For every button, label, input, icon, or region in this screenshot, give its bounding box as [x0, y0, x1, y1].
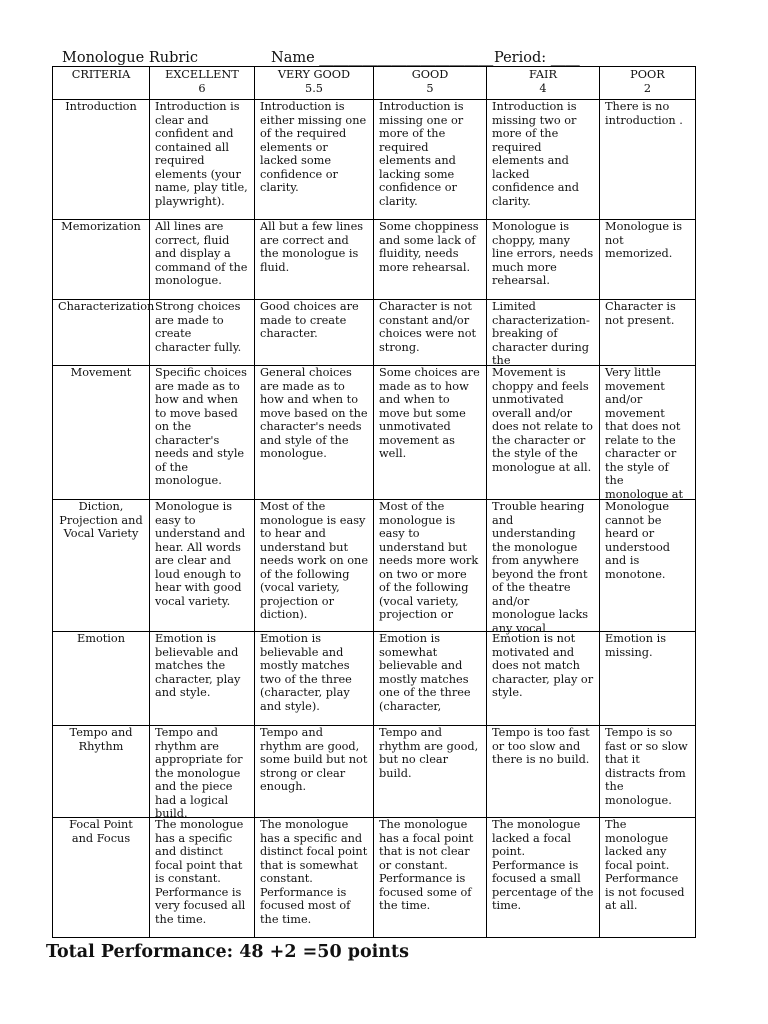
rubric-cell: Character is not present.	[600, 300, 696, 366]
period-field-label: Period: ____	[494, 50, 580, 66]
criteria-cell: Emotion	[53, 632, 150, 726]
rubric-row	[53, 100, 696, 220]
rubric-row	[53, 366, 696, 500]
total-performance: Total Performance: 48 +2 =50 points	[46, 942, 409, 962]
rubric-row	[53, 632, 696, 726]
rubric-row	[53, 500, 696, 632]
col-header-good: GOOD 5	[374, 67, 487, 100]
rubric-cell: Limited characterization-breaking of character during the	[487, 300, 600, 366]
criteria-cell: Diction, Projection and Vocal Variety	[53, 500, 150, 632]
rubric-cell: Very little movement and/or movement that does not relate to the character or the style of the monologue at	[600, 366, 696, 500]
rubric-title: Monologue Rubric	[62, 50, 199, 66]
rubric-body	[53, 100, 696, 938]
rubric-cell: All lines are correct, fluid and display a command of the monologue.	[150, 220, 255, 300]
rubric-cell: Monologue is easy to understand and hear. All words are clear and loud enough to hear with good vocal variety.	[150, 500, 255, 632]
name-field-label: Name ________________________	[271, 50, 494, 66]
rubric-cell: Tempo is so fast or so slow that it distracts from the monologue.	[600, 726, 696, 818]
criteria-cell: Introduction	[53, 100, 150, 220]
rubric-cell: Monologue is choppy, many line errors, needs much more rehearsal.	[487, 220, 600, 300]
rubric-cell: Monologue cannot be heard or understood and is monotone.	[600, 500, 696, 632]
rubric-cell: Strong choices are made to create character fully.	[150, 300, 255, 366]
rubric-cell: The monologue lacked any focal point. Performance is not focused at all.	[600, 818, 696, 938]
rubric-cell: Most of the monologue is easy to understand but needs more work on two or more of the following (vocal variety, projection or	[374, 500, 487, 632]
rubric-cell: Introduction is either missing one of the required elements or lacked some confidence or clarity.	[255, 100, 374, 220]
rubric-cell: The monologue has a focal point that is not clear or constant. Performance is focused some of the time.	[374, 818, 487, 938]
rubric-cell: Character is not constant and/or choices were not strong.	[374, 300, 487, 366]
rubric-cell: Some choices are made as to how and when to move but some unmotivated movement as well.	[374, 366, 487, 500]
criteria-cell: Tempo and Rhythm	[53, 726, 150, 818]
rubric-cell: Trouble hearing and understanding the monologue from anywhere beyond the front of the theatre and/or monologue lacks any vocal	[487, 500, 600, 632]
rubric-cell: Tempo and rhythm are good, but no clear build.	[374, 726, 487, 818]
rubric-table	[52, 66, 696, 938]
rubric-cell: General choices are made as to how and when to move based on the character's needs and style of the monologue.	[255, 366, 374, 500]
rubric-cell: Introduction is clear and confident and contained all required elements (your name, play title, playwright).	[150, 100, 255, 220]
criteria-cell: Movement	[53, 366, 150, 500]
rubric-cell: Specific choices are made as to how and when to move based on the character's needs and style of the monologue.	[150, 366, 255, 500]
col-header-poor: POOR 2	[600, 67, 696, 100]
rubric-row	[53, 300, 696, 366]
column-header-row	[53, 67, 696, 100]
rubric-cell: Emotion is believable and matches the character, play and style.	[150, 632, 255, 726]
rubric-cell: Movement is choppy and feels unmotivated overall and/or does not relate to the character or the style of the monologue at all.	[487, 366, 600, 500]
col-header-very-good: VERY GOOD 5.5	[255, 67, 374, 100]
criteria-cell: Characterization	[53, 300, 150, 366]
rubric-row	[53, 818, 696, 938]
col-header-criteria: CRITERIA	[53, 67, 150, 100]
rubric-cell: Tempo and rhythm are appropriate for the monologue and the piece had a logical build.	[150, 726, 255, 818]
rubric-cell: Some choppiness and some lack of fluidity, needs more rehearsal.	[374, 220, 487, 300]
criteria-cell: Memorization	[53, 220, 150, 300]
rubric-row	[53, 726, 696, 818]
rubric-cell: Emotion is not motivated and does not match character, play or style.	[487, 632, 600, 726]
criteria-cell: Focal Point and Focus	[53, 818, 150, 938]
rubric-cell: Emotion is somewhat believable and mostly matches one of the three (character,	[374, 632, 487, 726]
rubric-cell: Most of the monologue is easy to hear and understand but needs work on one of the following (vocal variety, projection or diction).	[255, 500, 374, 632]
rubric-cell: The monologue has a specific and distinct focal point that is constant. Performance is very focused all the time.	[150, 818, 255, 938]
rubric-cell: Emotion is believable and mostly matches two of the three (character, play and style).	[255, 632, 374, 726]
rubric-cell: There is no introduction .	[600, 100, 696, 220]
rubric-cell: All but a few lines are correct and the monologue is fluid.	[255, 220, 374, 300]
rubric-cell: Emotion is missing.	[600, 632, 696, 726]
rubric-cell: Tempo is too fast or too slow and there is no build.	[487, 726, 600, 818]
col-header-excellent: EXCELLENT 6	[150, 67, 255, 100]
col-header-fair: FAIR 4	[487, 67, 600, 100]
rubric-cell: Tempo and rhythm are good, some build but not strong or clear enough.	[255, 726, 374, 818]
rubric-cell: The monologue lacked a focal point. Performance is focused a small percentage of the time.	[487, 818, 600, 938]
rubric-cell: Introduction is missing two or more of the required elements and lacked confidence and clarity.	[487, 100, 600, 220]
rubric-cell: Introduction is missing one or more of the required elements and lacking some confidence or clarity.	[374, 100, 487, 220]
rubric-cell: The monologue has a specific and distinct focal point that is somewhat constant. Performance is focused most of the time.	[255, 818, 374, 938]
rubric-row	[53, 220, 696, 300]
rubric-cell: Good choices are made to create character.	[255, 300, 374, 366]
rubric-cell: Monologue is not memorized.	[600, 220, 696, 300]
